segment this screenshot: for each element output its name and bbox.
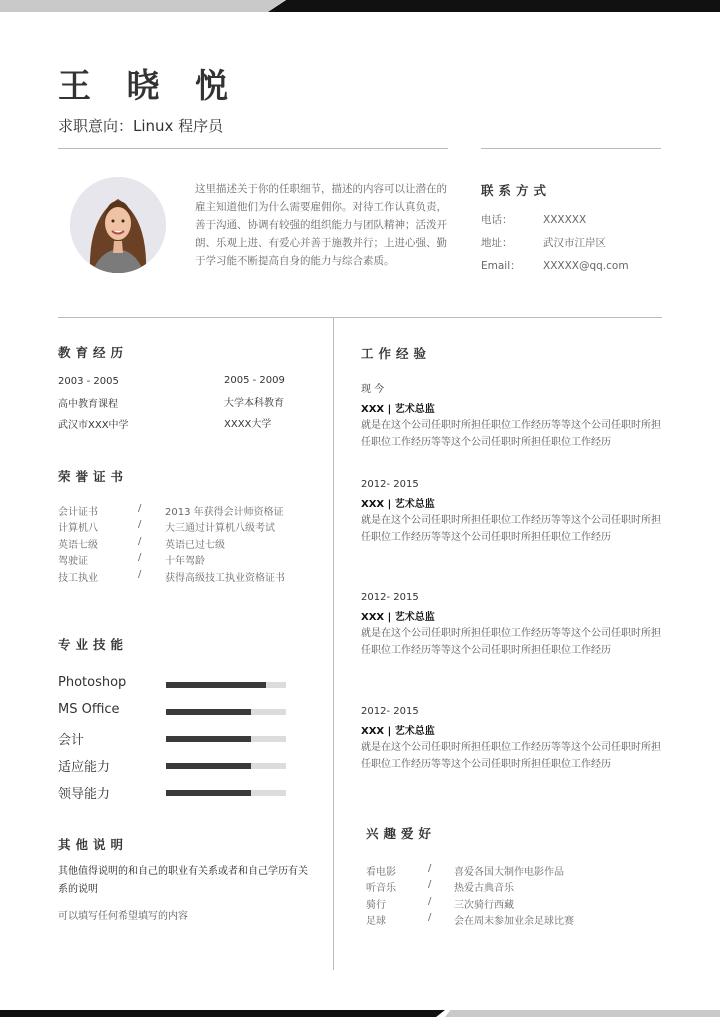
bottom-decor-bar-black xyxy=(0,1010,445,1017)
header-divider-right xyxy=(481,148,661,149)
honors-section-title: 荣誉证书 xyxy=(58,469,129,484)
hobby-name: 足球 xyxy=(366,916,386,927)
skill-row xyxy=(58,702,288,718)
contact-email-value: XXXXX@qq.com xyxy=(543,260,629,272)
job-period: 2012- 2015 xyxy=(361,706,419,717)
section-divider xyxy=(58,317,662,318)
candidate-name: 王 晓 悦 xyxy=(58,66,240,105)
contact-phone-label: 电话： xyxy=(481,214,513,226)
education-2-period: 2005 - 2009 xyxy=(224,375,285,386)
honor-detail: 英语已过七级 xyxy=(165,540,225,551)
contact-address xyxy=(481,235,606,250)
separator: / xyxy=(428,912,432,923)
separator: / xyxy=(428,879,432,890)
contact-email xyxy=(481,258,629,273)
separator: / xyxy=(138,569,142,580)
skill-name: 会计 xyxy=(58,733,85,748)
skill-bar-fill xyxy=(166,736,251,742)
header-divider-left xyxy=(58,148,448,149)
top-decor-bar-black xyxy=(268,0,720,12)
skill-row xyxy=(58,783,288,802)
education-1-period: 2003 - 2005 xyxy=(58,376,119,387)
job-entry xyxy=(361,380,666,451)
skill-bar-fill xyxy=(166,790,251,796)
job-description: 就是在这个公司任职时所担任职位工作经历等等这个公司任职时所担任职位工作经历等等这个公司任职时所担任职位工作经历 xyxy=(361,742,661,770)
job-period: 2012- 2015 xyxy=(361,592,419,603)
self-introduction: 这里描述关于你的任职细节，描述的内容可以让潜在的雇主知道他们为什么需要雇佣你。对待工作认真负责，善于沟通、协调有较强的组织能力与团队精神；活泼开朗、乐观上进、有爱心并善于施教并行；上进心强、勤于学习能不断提高自身的能力与综合素质。 xyxy=(195,183,447,267)
job-entry xyxy=(361,592,666,659)
contact-address-label: 地址： xyxy=(481,237,513,249)
education-2-school: XXXX大学 xyxy=(224,419,272,430)
contact-section-title: 联系方式 xyxy=(481,183,552,198)
job-entry xyxy=(361,479,666,546)
education-1-degree: 高中教育课程 xyxy=(58,399,118,410)
honor-name: 技工执业 xyxy=(58,573,98,584)
job-title: XXX | 艺术总监 xyxy=(361,612,435,623)
education-section-title: 教育经历 xyxy=(58,345,129,360)
separator: / xyxy=(428,863,432,874)
skill-bar-track xyxy=(166,763,286,769)
work-section-title: 工作经验 xyxy=(361,346,432,361)
honor-name: 英语七级 xyxy=(58,540,98,551)
separator: / xyxy=(138,519,142,530)
skill-name: MS Office xyxy=(58,702,120,717)
job-title: XXX | 艺术总监 xyxy=(361,726,435,737)
job-description: 就是在这个公司任职时所担任职位工作经历等等这个公司任职时所担任职位工作经历等等这个公司任职时所担任职位工作经历 xyxy=(361,515,661,543)
separator: / xyxy=(138,552,142,563)
hobby-detail: 三次骑行西藏 xyxy=(454,900,514,911)
honor-detail: 获得高级技工执业资格证书 xyxy=(165,573,285,584)
top-decor-bar-gray xyxy=(0,0,285,12)
column-divider xyxy=(333,318,334,970)
skill-bar-track xyxy=(166,709,286,715)
skill-row xyxy=(58,756,288,775)
job-description: 就是在这个公司任职时所担任职位工作经历等等这个公司任职时所担任职位工作经历等等这个公司任职时所担任职位工作经历 xyxy=(361,420,661,448)
skill-name: 领导能力 xyxy=(58,787,111,802)
job-title: XXX | 艺术总监 xyxy=(361,499,435,510)
education-1-school: 武汉市XXX中学 xyxy=(58,420,129,431)
avatar xyxy=(70,177,166,273)
other-section-title: 其他说明 xyxy=(58,837,129,852)
contact-phone-value: XXXXXX xyxy=(543,214,587,226)
skill-bar-fill xyxy=(166,682,266,688)
hobby-name: 骑行 xyxy=(366,900,386,911)
job-description: 就是在这个公司任职时所担任职位工作经历等等这个公司任职时所担任职位工作经历等等这个公司任职时所担任职位工作经历 xyxy=(361,628,661,656)
skill-name: 适应能力 xyxy=(58,760,111,775)
separator: / xyxy=(138,536,142,547)
job-title: XXX | 艺术总监 xyxy=(361,404,435,415)
hobby-detail: 喜爱各国大制作电影作品 xyxy=(454,867,564,878)
honor-detail: 十年驾龄 xyxy=(165,556,205,567)
skills-section-title: 专业技能 xyxy=(58,637,129,652)
honor-detail: 大三通过计算机八级考试 xyxy=(165,523,275,534)
skill-bar-fill xyxy=(166,709,251,715)
contact-email-label: Email： xyxy=(481,260,521,272)
job-period: 2012- 2015 xyxy=(361,479,419,490)
bottom-decor-bar-gray xyxy=(445,1010,720,1017)
job-entry xyxy=(361,706,666,773)
other-note: 可以填写任何希望填写的内容 xyxy=(58,911,188,922)
skill-bar-track xyxy=(166,736,286,742)
hobbies-section-title: 兴趣爱好 xyxy=(366,826,437,841)
honor-name: 驾驶证 xyxy=(58,556,88,567)
hobby-name: 听音乐 xyxy=(366,883,396,894)
separator: / xyxy=(138,503,142,514)
other-description: 其他值得说明的和自己的职业有关系或者和自己学历有关系的说明 xyxy=(58,866,308,895)
contact-address-value: 武汉市江岸区 xyxy=(543,237,606,249)
skill-bar-fill xyxy=(166,763,251,769)
job-intent: 求职意向：Linux 程序员 xyxy=(58,117,224,135)
skill-bar-track xyxy=(166,682,286,688)
honor-name: 会计证书 xyxy=(58,507,98,518)
job-period: 现 今 xyxy=(361,384,385,395)
honor-name: 计算机八 xyxy=(58,523,98,534)
hobby-detail: 会在周末参加业余足球比赛 xyxy=(454,916,574,927)
portrait-image xyxy=(70,177,166,273)
honor-detail: 2013 年获得会计师资格证 xyxy=(165,507,284,518)
hobby-name: 看电影 xyxy=(366,867,396,878)
skill-row xyxy=(58,675,288,691)
skill-row xyxy=(58,729,288,748)
hobby-detail: 热爱古典音乐 xyxy=(454,883,514,894)
skill-bar-track xyxy=(166,790,286,796)
education-2-degree: 大学本科教育 xyxy=(224,398,284,409)
skill-name: Photoshop xyxy=(58,675,127,690)
contact-phone xyxy=(481,212,586,227)
separator: / xyxy=(428,896,432,907)
